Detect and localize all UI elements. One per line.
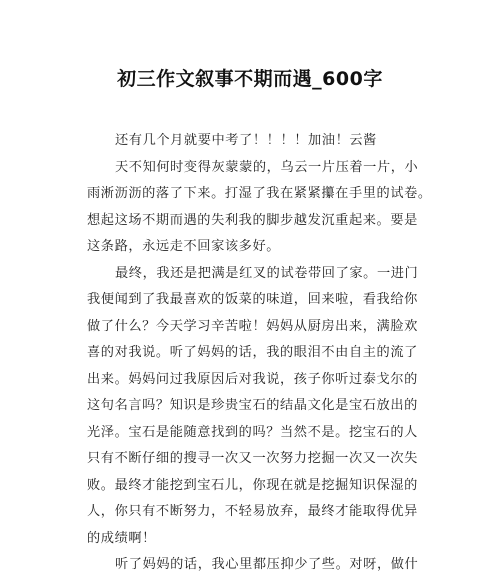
text-line: 光泽。宝石是能随意找到的吗？当然不是。挖宝石的人: [87, 424, 418, 440]
text-line: 人，你只有不断努力，不轻易放弃，最终才能取得优异: [87, 504, 418, 519]
text-line: 喜的对我说。听了妈妈的话，我的眼泪不由自主的流了: [87, 345, 418, 360]
text-line: 天不知何时变得灰蒙蒙的，乌云一片压着一片，小: [115, 159, 419, 175]
text-line: 雨淅沥沥的落了下来。打湿了我在紧紧攥在手里的试卷。: [87, 186, 432, 201]
text-line: 这句名言吗？知识是珍贵宝石的结晶文化是宝石放出的: [87, 398, 418, 413]
text-line: 出来。妈妈问过我原因后对我说，孩子你听过泰戈尔的: [87, 371, 418, 387]
text-line: 想起这场不期而遇的失利我的脚步越发沉重起来。要是: [87, 212, 418, 228]
text-line: 我便闻到了我最喜欢的饭菜的味道，回来啦，看我给你: [87, 292, 418, 307]
text-line: 最终，我还是把满是红叉的试卷带回了家。一进门: [115, 265, 419, 281]
text-line: 败。最终才能挖到宝石儿，你现在就是挖掘知识保湿的: [87, 477, 418, 493]
text-line: 的成绩啊！: [87, 530, 156, 546]
text-line: 还有几个月就要中考了！！！！加油！云酱: [115, 133, 377, 148]
text-line: 做了什么？今天学习辛苦啦！妈妈从厨房出来，满脸欢: [87, 318, 418, 334]
text-line: 这条路，永远走不回家该多好。: [87, 239, 281, 254]
text-line: 只有不断仔细的搜寻一次又一次努力挖掘一次又一次失: [87, 451, 418, 466]
text-line: 听了妈妈的话，我心里都压抑少了些。对呀，做什: [115, 557, 419, 572]
page-title: 初三作文叙事不期而遇_600字: [117, 68, 383, 90]
article-body: [87, 128, 432, 579]
